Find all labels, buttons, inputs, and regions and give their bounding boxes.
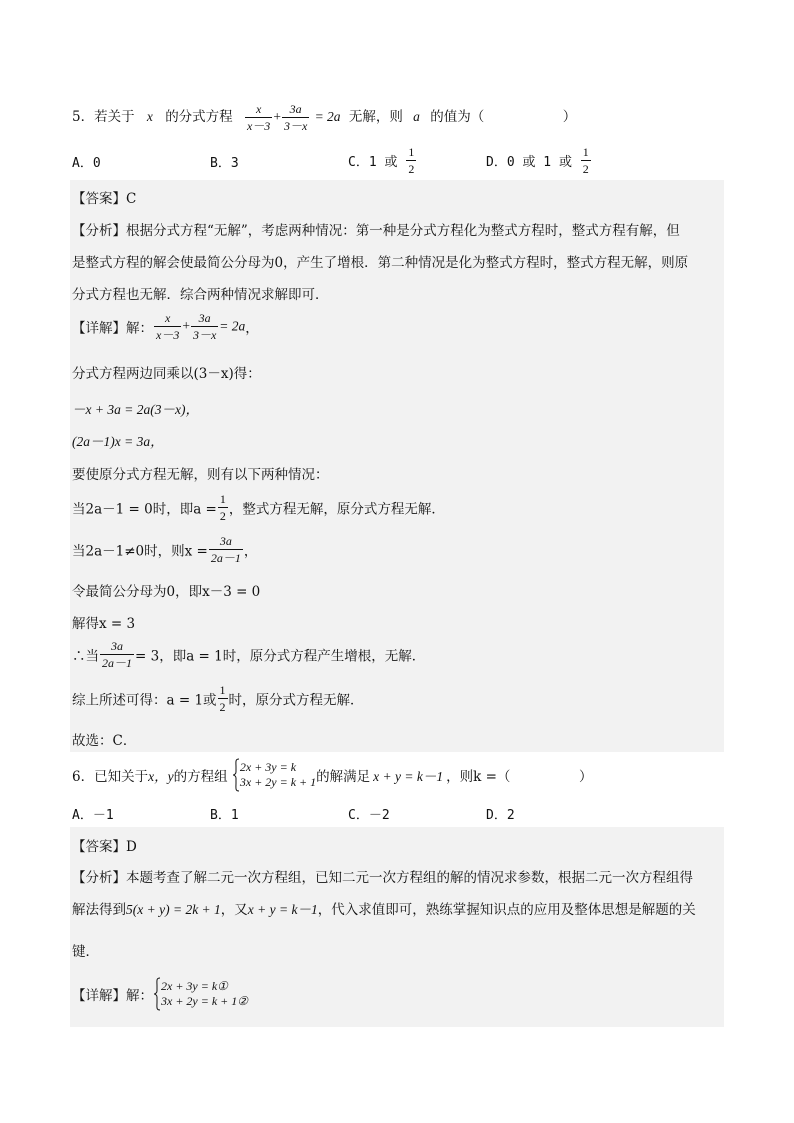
q5-step-10: 综上所述可得：a = 1或 $\frac{1}{2}$ 时，原分式方程无解． bbox=[72, 683, 364, 714]
q5-var-a: a bbox=[413, 109, 420, 124]
q5-stem bbox=[72, 103, 576, 132]
q5-fraction-2: $\frac{3a}{3-x}$ bbox=[283, 102, 308, 133]
q5-stem-c: 无解，则 bbox=[348, 109, 403, 125]
q6-option-b[interactable]: B．1 bbox=[210, 808, 239, 823]
q5-option-c[interactable]: C．1 或 $\frac{1}{2}$ bbox=[348, 145, 415, 176]
q5-analysis-line-1: 【分析】根据分式方程“无解”，考虑两种情况：第一种是分式方程化为整式方程时，整式方程有解，但 bbox=[72, 223, 680, 239]
q5-step-6: 当2a－1≠0时，则x = $\frac{3a}{2a-1}$ ， bbox=[72, 534, 258, 565]
q5-step-8: 解得x = 3 bbox=[72, 616, 136, 632]
q6-option-d[interactable]: D．2 bbox=[486, 808, 515, 823]
q6-stem: 6．已知关于x，y的方程组 2x + 3y = k 3x + 2y = k + 1 的解满足 x + y = k－1 ，则k =（ ） bbox=[72, 758, 593, 792]
q5-choose: 故选：C． bbox=[72, 733, 137, 749]
brace-icon bbox=[232, 758, 240, 792]
q5-step-5: 当2a－1 = 0时，即a = $\frac{1}{2}$ ，整式方程无解，原分式方程无解． bbox=[72, 492, 445, 523]
q6-analysis-line-1: 【分析】本题考查了解二元一次方程组，已知二元一次方程组的解的情况求参数，根据二元一次方程组得 bbox=[72, 870, 693, 886]
q5-step-1: 分式方程两边同乘以(3－x)得： bbox=[72, 366, 261, 382]
q5-step-3: (2a－1)x = 3a， bbox=[72, 434, 164, 449]
q5-stem-d: 的值为（ bbox=[430, 109, 485, 125]
q6-system: 2x + 3y = k 3x + 2y = k + 1 bbox=[239, 760, 317, 789]
q5-option-d[interactable]: D．0 或 1 或 $\frac{1}{2}$ bbox=[486, 145, 589, 176]
q5-detail-line: 【详解】解： $\frac{x}{x-3}$ + $\frac{3a}{3-x}$ = 2a， bbox=[72, 311, 259, 342]
q5-number: 5． bbox=[72, 109, 95, 125]
q5-analysis-line-2: 是整式方程的解会使最简公分母为0，产生了增根．第二种情况是化为整式方程时，整式方程无解，则原 bbox=[72, 255, 689, 271]
q5-step-2: －x + 3a = 2a(3－x)， bbox=[72, 402, 199, 417]
q5-eq-rhs: = 2a bbox=[314, 109, 341, 124]
q6-option-a[interactable]: A．－1 bbox=[72, 808, 114, 823]
q6-detail-line: 【详解】解： 2x + 3y = k① 3x + 2y = k + 1② bbox=[72, 977, 248, 1011]
q5-stem-a: 若关于 bbox=[94, 109, 135, 125]
q5-stem-b: 的分式方程 bbox=[165, 109, 233, 125]
q5-step-9: ∴当 $\frac{3a}{2a-1}$ = 3，即a = 1时，原分式方程产生增根，无解． bbox=[72, 639, 426, 670]
q6-analysis-line-3: 键． bbox=[72, 944, 99, 960]
q5-paren-close: ） bbox=[562, 109, 577, 125]
q5-analysis-line-3: 分式方程也无解．综合两种情况求解即可． bbox=[72, 287, 329, 303]
q6-number: 6． bbox=[72, 769, 95, 785]
q5-option-b[interactable]: B．3 bbox=[210, 156, 239, 171]
brace-icon bbox=[153, 977, 161, 1011]
q5-var-x: x bbox=[146, 109, 153, 124]
q6-analysis-line-2: 解法得到5(x + y) = 2k + 1，又x + y = k－1，代入求值即可，熟练掌握知识点的应用及整体思想是解题的关 bbox=[72, 902, 696, 918]
q6-answer: 【答案】D bbox=[72, 839, 137, 855]
q5-step-4: 要使原分式方程无解，则有以下两种情况： bbox=[72, 467, 329, 483]
q5-option-a[interactable]: A．0 bbox=[72, 156, 101, 171]
q5-fraction-1: $\frac{x}{x-3}$ bbox=[246, 102, 271, 133]
q6-option-c[interactable]: C．－2 bbox=[348, 808, 390, 823]
q5-step-7: 令最简公分母为0，即x－3 = 0 bbox=[72, 584, 261, 600]
q5-answer: 【答案】C bbox=[72, 191, 137, 207]
q5-plus: + bbox=[273, 109, 281, 124]
